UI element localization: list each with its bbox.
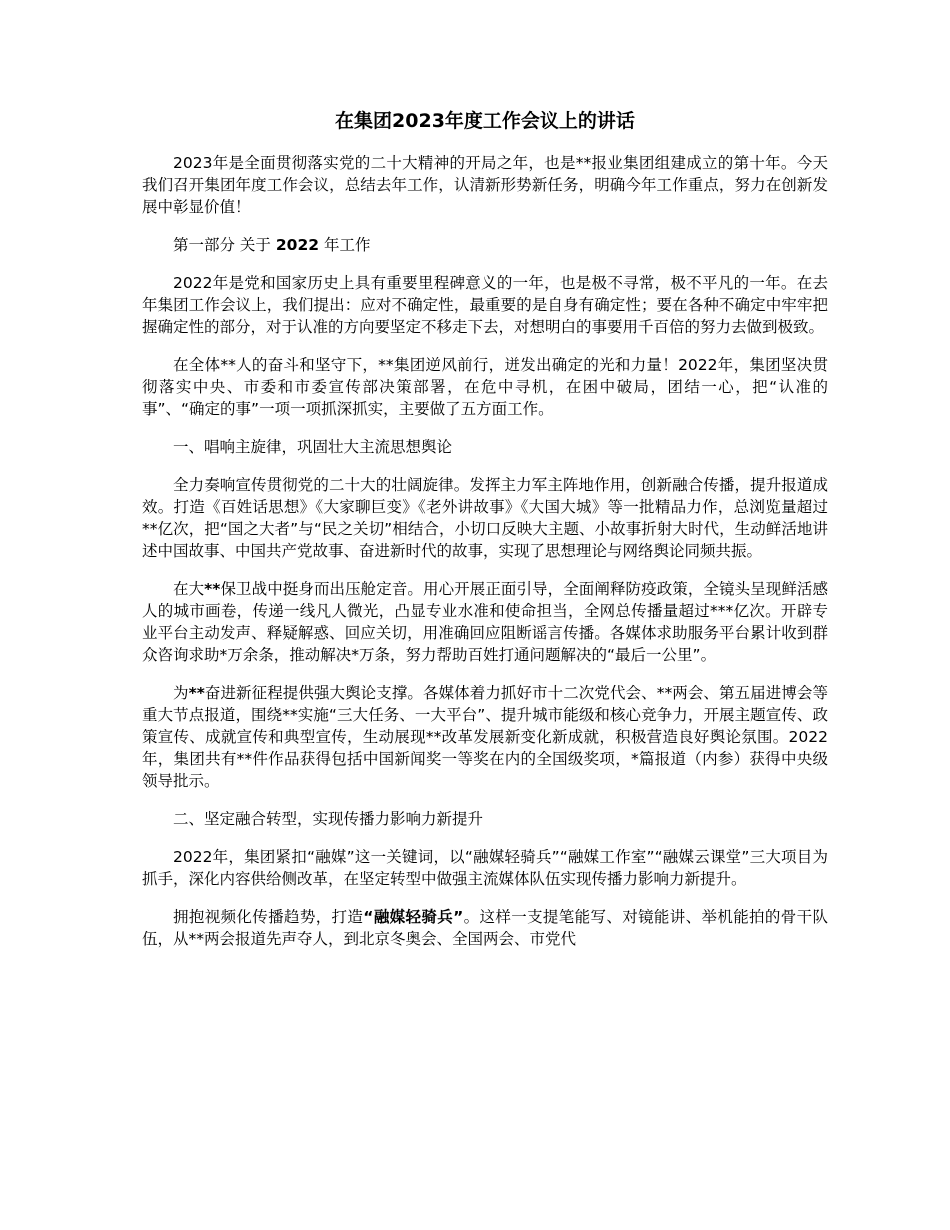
part1-heading-year: 2022 <box>275 236 320 254</box>
paragraph-4-c: 保卫战中挺身而出压舱定音。用心开展正面引导，全面阐释防疫政策，全镜头呈现鲜活感人的城市画卷，传递一线凡人微光，凸显专业水准和使命担当，全网总传播量超过***亿次。开辟专业平台主动发声、释疑解惑、回应关切，用准确回应阻断谣言传播。各媒体求助服务平台累计收到群众咨询求助*万余条，推动解决*万条，努力帮助百姓打通问题解决的“最后一公里”。 <box>142 580 828 664</box>
document-title: 在集团2023年度工作会议上的讲话 <box>335 110 635 132</box>
part1-heading-suffix: 年工作 <box>323 236 371 254</box>
paragraph-5 <box>142 682 828 792</box>
paragraph-1: 2022年是党和国家历史上具有重要里程碑意义的一年，也是极不寻常，极不平凡的一年。在去年集团工作会议上，我们提出：应对不确定性，最重要的是自身有确定性；要在各种不确定中牢牢把握确定性的部分，对于认准的方向要坚定不移走下去，对想明白的事要用千百倍的努力去做到极致。 <box>142 274 828 336</box>
paragraph-4 <box>142 578 828 666</box>
paragraph-6: 2022年，集团紧扣“融媒”这一关键词，以“融媒轻骑兵”“融媒工作室”“融媒云课堂”三大项目为抓手，深化内容供给侧改革，在坚定转型中做强主流媒体队伍实现传播力影响力新提升。 <box>142 848 828 888</box>
paragraph-7-c: 。这样一支提笔能写、对镜能讲、举机能拍的骨干队伍，从**两会报道先声夺人，到北京冬奥会、全国两会、市党代 <box>142 908 828 948</box>
paragraph-4-a: 在大 <box>173 580 205 598</box>
paragraph-7 <box>142 906 828 950</box>
paragraph-7-b: “融媒轻骑兵” <box>363 908 464 926</box>
intro-paragraph: 2023年是全面贯彻落实党的二十大精神的开局之年，也是**报业集团组建成立的第十年。今天我们召开集团年度工作会议，总结去年工作，认清新形势新任务，明确今年工作重点，努力在创新发展中彰显价值！ <box>142 154 828 216</box>
paragraph-5-c: 奋进新征程提供强大舆论支撑。各媒体着力抓好市十二次党代会、**两会、第五届进博会等重大节点报道，围绕**实施“三大任务、一大平台”、提升城市能级和核心竞争力，开展主题宣传、政策宣传、成就宣传和典型宣传，生动展现**改革发展新变化新成就，积极营造良好舆论氛围。2022年，集团共有**件作品获得包括中国新闻奖一等奖在内的全国级奖项，*篇报道（内参）获得中央级领导批示。 <box>142 684 828 790</box>
paragraph-7-a: 拥抱视频化传播趋势，打造 <box>173 908 364 926</box>
part1-heading-prefix: 第一部分 关于 <box>173 236 271 254</box>
paragraph-3: 全力奏响宣传贯彻党的二十大的壮阔旋律。发挥主力军主阵地作用，创新融合传播，提升报道成效。打造《百姓话思想》《大家聊巨变》《老外讲故事》《大国大城》等一批精品力作，总浏览量超过**亿次，把“国之大者”与“民之关切”相结合，小切口反映大主题、小故事折射大时代，生动鲜活地讲述中国故事、中国共产党故事、奋进新时代的故事，实现了思想理论与网络舆论同频共振。 <box>142 476 828 560</box>
document-page <box>142 108 828 966</box>
paragraph-4-b: ** <box>204 580 221 598</box>
paragraph-5-a: 为 <box>173 684 189 702</box>
paragraph-5-b: ** <box>188 684 205 702</box>
paragraph-2: 在全体**人的奋斗和坚守下，**集团逆风前行，迸发出确定的光和力量！2022年，集团坚决贯彻落实中央、市委和市委宣传部决策部署，在危中寻机，在困中破局，团结一心，把“认准的事”、“确定的事”一项一项抓深抓实，主要做了五方面工作。 <box>142 356 828 418</box>
part1-heading <box>142 234 828 256</box>
section-2-heading: 二、坚定融合转型，实现传播力影响力新提升 <box>173 810 484 828</box>
section-1-heading: 一、唱响主旋律，巩固壮大主流思想舆论 <box>173 438 453 456</box>
